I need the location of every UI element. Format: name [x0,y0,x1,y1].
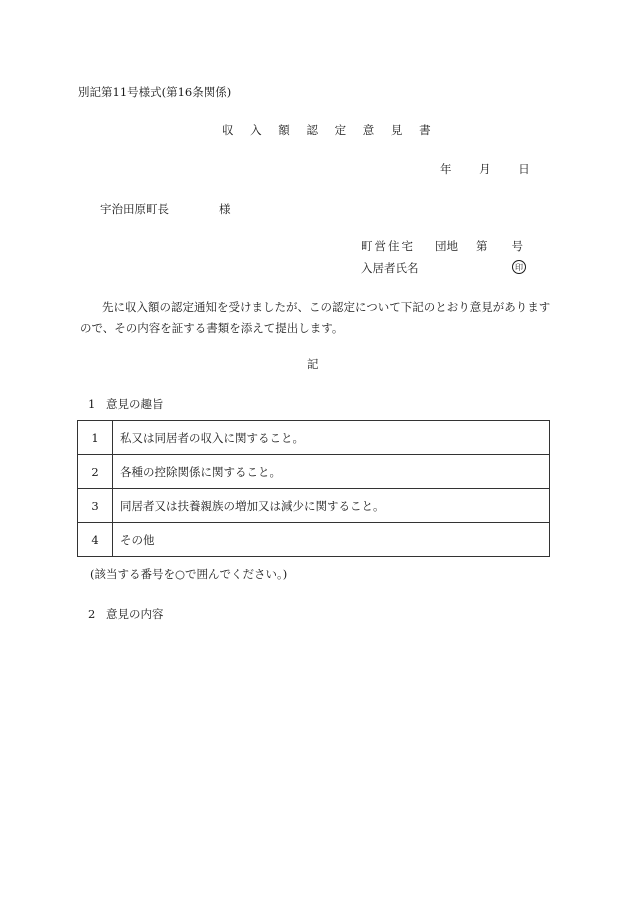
section-1-title: 意見の趣旨 [106,397,164,411]
table-row [78,489,550,523]
row-number: 4 [78,523,113,557]
circle-instruction-note: (該当する番号を○で囲んでください。) [90,567,288,581]
housing-line [361,240,523,254]
date-line: 年 月 日 [440,162,530,176]
row-number: 1 [78,421,113,455]
go-label: 号 [511,239,523,253]
table-row [78,455,550,489]
seal-mark: 印 [512,260,526,274]
row-text: 同居者又は扶養親族の増加又は減少に関すること。 [113,489,550,523]
addressee-name: 宇治田原町長 [100,202,169,216]
dai-label: 第 [476,239,488,253]
row-number: 3 [78,489,113,523]
section-1-number: 1 [88,397,96,411]
resident-name-label: 入居者氏名 [361,261,419,275]
document-title: 収 入 額 認 定 意 見 書 [222,123,432,137]
row-text: その他 [113,523,550,557]
table-row [78,421,550,455]
danchi-label: 団地 [435,239,458,253]
request-paragraph: 先に収入額の認定通知を受けましたが、この認定について下記のとおり意見がありますので、その内容を証する書類を添えて提出します。 [80,300,551,335]
form-number: 別記第11号様式(第16条関係) [78,85,232,99]
section-2-heading [88,608,164,622]
ki-heading: 記 [307,357,319,371]
addressee-honorific: 様 [219,202,231,216]
table-row [78,523,550,557]
section-2-title: 意見の内容 [106,607,164,621]
opinion-table [77,420,550,557]
section-2-number: 2 [88,607,96,621]
row-text: 各種の控除関係に関すること。 [113,455,550,489]
row-text: 私又は同居者の収入に関すること。 [113,421,550,455]
housing-label: 町営住宅 [361,239,415,253]
row-number: 2 [78,455,113,489]
section-1-heading [88,398,164,412]
